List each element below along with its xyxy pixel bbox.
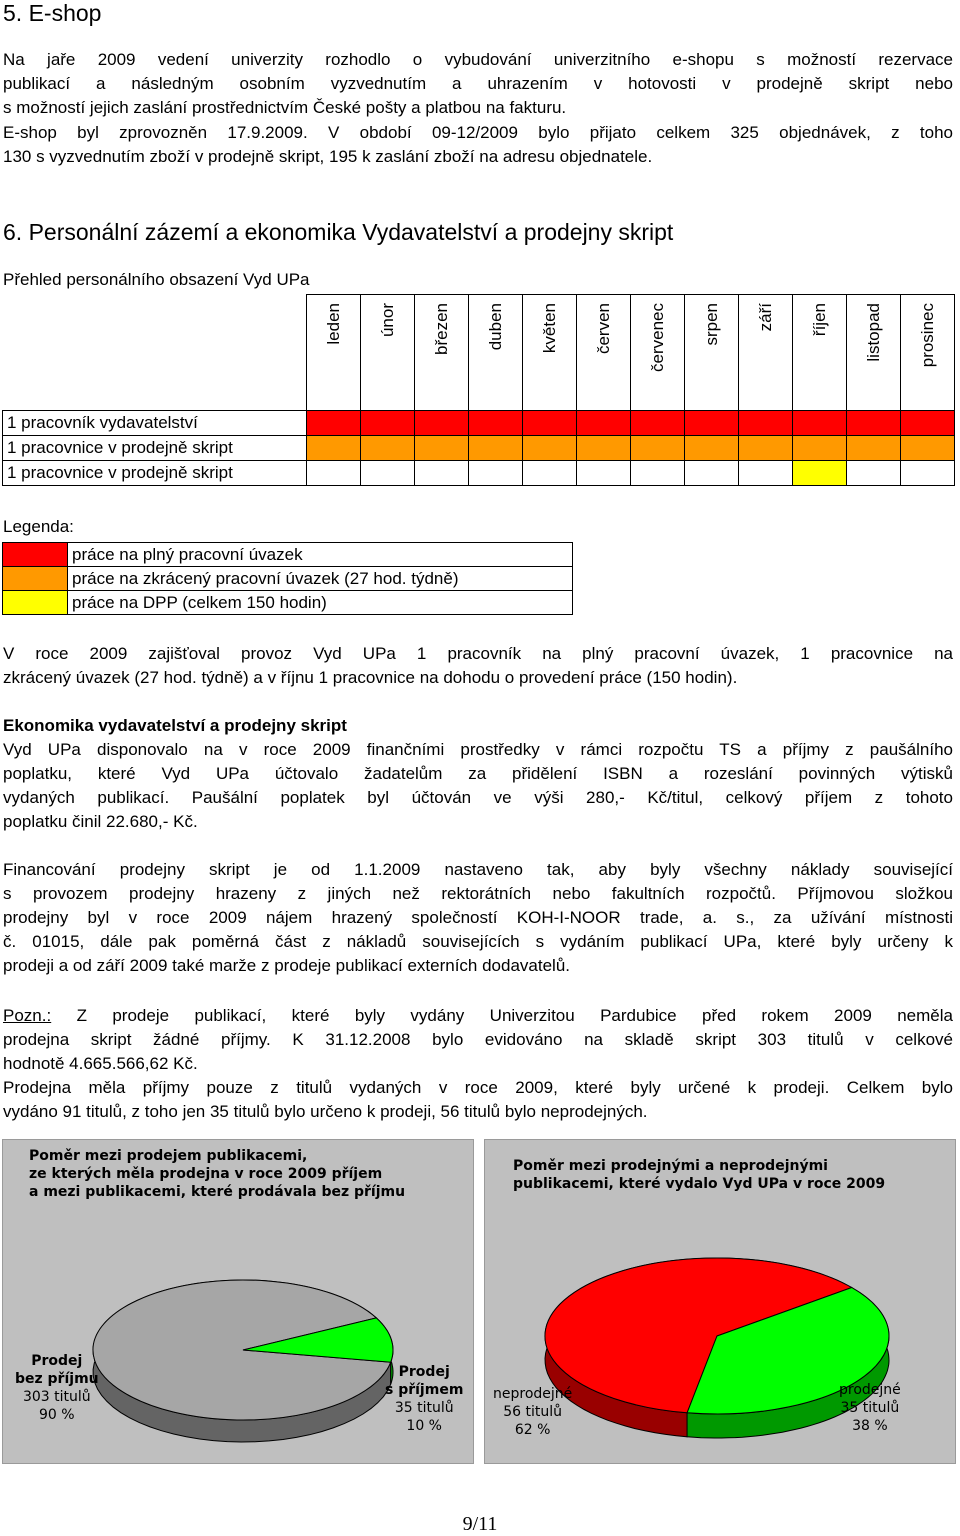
slice-label-line: 35 titulů: [394, 1400, 454, 1416]
text-line: prodejna skript žádné příjmy. K 31.12.2008 bylo evidováno na skladě skript 303 titulů v celkové: [3, 1030, 953, 1049]
text-line: 130 s vyzvednutím zboží v prodejně skript, 195 k zaslání zboží na adresu objednatele.: [3, 147, 653, 166]
month-label: listopad: [863, 303, 883, 362]
month-label: říjen: [809, 303, 829, 337]
staff-table: [2, 294, 955, 486]
month-cell: [901, 411, 955, 436]
staff-row: [3, 411, 955, 436]
pie-chart-sales-income: [2, 1139, 474, 1464]
legend-text: práce na plný pracovní úvazek: [68, 543, 573, 567]
month-label: duben: [485, 303, 505, 351]
month-cell: [793, 411, 847, 436]
month-cell: [415, 461, 469, 486]
chart-title-line: publikacemi, které vydalo Vyd UPa v roce 2009: [513, 1176, 886, 1192]
text-line: Financování prodejny skript je od 1.1.2009 nastaveno tak, aby byly všechny náklady související: [3, 860, 953, 879]
slice-label-line: 10 %: [406, 1418, 442, 1434]
month-cell: [361, 436, 415, 461]
month-header: [631, 295, 685, 411]
month-label: prosinec: [917, 303, 937, 368]
text-line: Prodejna měla příjmy pouze z titulů vydaných v roce 2009, které byly určené k prodeji. Celkem bylo: [3, 1078, 953, 1097]
month-cell: [577, 436, 631, 461]
slice-label-line: prodejné: [839, 1382, 901, 1398]
month-label: srpen: [701, 303, 721, 346]
month-label: červenec: [647, 303, 667, 372]
month-cell: [739, 461, 793, 486]
legend-row: [3, 591, 573, 615]
month-cell: [793, 436, 847, 461]
text-line: E-shop byl zprovozněn 17.9.2009. V období 09-12/2009 bylo přijato celkem 325 objednávek, z toho: [3, 123, 953, 142]
month-header: [901, 295, 955, 411]
staff-row-label: 1 pracovník vydavatelství: [3, 411, 307, 436]
page-number: 9/11: [462, 1513, 498, 1535]
month-cell: [307, 436, 361, 461]
section-6-heading: 6. Personální zázemí a ekonomika Vydavatelství a prodejny skript: [3, 219, 674, 245]
financing-paragraph: [3, 858, 953, 978]
month-cell: [523, 411, 577, 436]
month-cell: [523, 436, 577, 461]
month-header: [577, 295, 631, 411]
economics-paragraph: [3, 738, 953, 834]
staff-table-header: [3, 295, 955, 411]
month-label: leden: [323, 303, 343, 345]
staff-row-label: 1 pracovnice v prodejně skript: [3, 461, 307, 486]
month-cell: [361, 411, 415, 436]
month-cell: [577, 461, 631, 486]
legend-text: práce na DPP (celkem 150 hodin): [68, 591, 573, 615]
month-cell: [685, 436, 739, 461]
month-header: [685, 295, 739, 411]
text-line: poplatku činil 22.680,- Kč.: [3, 812, 198, 831]
staff-overview-title: Přehled personálního obsazení Vyd UPa: [3, 270, 310, 289]
month-cell: [847, 461, 901, 486]
text-line: vydaných publikací. Paušální poplatek byl účtován ve výši 280,- Kč/titul, celkový příjem z tohoto: [3, 788, 953, 807]
text-line: č. 01015, dále pak poměrná část z nákladů souvisejících s vydáním publikací UPa, které byly určeny k: [3, 932, 953, 951]
slice-label-line: 90 %: [39, 1407, 75, 1423]
month-cell: [523, 461, 577, 486]
slice-label-line: Prodej: [398, 1364, 450, 1380]
note-paragraph: [3, 1004, 953, 1076]
slice-label-line: 35 titulů: [840, 1400, 900, 1416]
staff-row-label: 1 pracovnice v prodejně skript: [3, 436, 307, 461]
sales-paragraph: [3, 1076, 953, 1124]
month-label: červen: [593, 303, 613, 355]
header-blank-cell: [3, 295, 307, 411]
month-label: únor: [377, 303, 397, 338]
staff-row: [3, 461, 955, 486]
text-line: vydáno 91 titulů, z toho jen 35 titulů bylo určeno k prodeji, 56 titulů bylo neprodejných.: [3, 1102, 648, 1121]
month-cell: [361, 461, 415, 486]
text-line: Na jaře 2009 vedení univerzity rozhodlo o vybudování univerzitního e-shopu s možností rezervace: [3, 50, 953, 69]
legend-table: [2, 542, 573, 615]
pie-chart-sellable: [484, 1139, 956, 1464]
staff-paragraph: [3, 642, 953, 690]
month-label: září: [755, 303, 775, 332]
section-5-heading: 5. E-shop: [3, 0, 102, 26]
month-header: [793, 295, 847, 411]
month-header: [523, 295, 577, 411]
slice-label-line: Prodej: [31, 1353, 83, 1369]
eshop-paragraph-1: [3, 48, 953, 120]
economics-heading: Ekonomika vydavatelství a prodejny skript: [3, 716, 347, 735]
month-cell: [307, 411, 361, 436]
month-cell: [469, 411, 523, 436]
chart-title-line: Poměr mezi prodejnými a neprodejnými: [513, 1158, 828, 1174]
month-header: [739, 295, 793, 411]
month-header: [847, 295, 901, 411]
month-label: březen: [431, 303, 451, 355]
text-line: [3, 1004, 953, 1028]
slice-label-line: 62 %: [514, 1422, 551, 1438]
slice-label-unsellable: [493, 1385, 572, 1439]
text-line: zkrácený úvazek (27 hod. týdně) a v říjnu 1 pracovnice na dohodu o provedení práce (150 hodin).: [3, 668, 738, 687]
chart-title-line: a mezi publikacemi, které prodávala bez příjmu: [29, 1184, 406, 1200]
text-line: prodeji a od září 2009 také marže z prodeje publikací externích dodavatelů.: [3, 956, 571, 975]
slice-label-line: bez příjmu: [15, 1371, 99, 1387]
month-cell: [901, 461, 955, 486]
text-line: publikací a následným osobním vyzvednutím a uhrazením v hotovosti v prodejně skript nebo: [3, 74, 953, 93]
month-cell: [793, 461, 847, 486]
slice-label-with-income: [385, 1363, 463, 1435]
text-line: V roce 2009 zajišťoval provoz Vyd UPa 1 pracovník na plný pracovní úvazek, 1 pracovnice na: [3, 644, 953, 663]
note-text: Z prodeje publikací, které byly vydány Univerzitou Pardubice před rokem 2009 neměla: [51, 1006, 953, 1025]
month-cell: [685, 461, 739, 486]
month-cell: [415, 436, 469, 461]
month-cell: [469, 461, 523, 486]
note-label: Pozn.:: [3, 1006, 52, 1025]
text-line: s provozem prodejny hrazeny z jiných než rektorátních nebo fakultních rozpočtů. Příjmovou složkou: [3, 884, 953, 903]
staff-row: [3, 436, 955, 461]
text-line: Vyd UPa disponovalo na v roce 2009 finančními prostředky v rámci rozpočtu TS a příjmy z paušálního: [3, 740, 953, 759]
legend-swatch-dpp: [3, 591, 68, 615]
month-cell: [415, 411, 469, 436]
legend-title: Legenda:: [3, 517, 74, 536]
month-header: [307, 295, 361, 411]
text-line: poplatku, které Vyd UPa účtovalo žadatelům za přidělení ISBN a rozeslání povinných výtisků: [3, 764, 953, 783]
slice-label-line: neprodejné: [493, 1386, 573, 1402]
eshop-paragraph-2: [3, 121, 953, 169]
month-cell: [469, 436, 523, 461]
month-cell: [685, 411, 739, 436]
month-header: [415, 295, 469, 411]
legend-row: [3, 567, 573, 591]
slice-label-line: 56 titulů: [503, 1404, 563, 1420]
slice-label-line: 303 titulů: [22, 1389, 91, 1405]
month-cell: [739, 411, 793, 436]
legend-text: práce na zkrácený pracovní úvazek (27 hod. týdně): [68, 567, 573, 591]
chart-title-line: Poměr mezi prodejem publikacemi,: [29, 1148, 308, 1164]
month-cell: [739, 436, 793, 461]
month-cell: [847, 411, 901, 436]
month-cell: [847, 436, 901, 461]
month-header: [469, 295, 523, 411]
month-cell: [631, 436, 685, 461]
month-cell: [631, 411, 685, 436]
legend-swatch-part: [3, 567, 68, 591]
text-line: s možností jejich zaslání prostřednictvím České pošty a platbou na fakturu.: [3, 98, 567, 117]
slice-label-no-income: [15, 1352, 99, 1424]
legend-swatch-full: [3, 543, 68, 567]
month-cell: [577, 411, 631, 436]
text-line: prodejny byl v roce 2009 nájem hrazený společností KOH-I-NOOR trade, a. s., za užívání místnosti: [3, 908, 953, 927]
month-cell: [901, 436, 955, 461]
month-cell: [631, 461, 685, 486]
chart-title-line: ze kterých měla prodejna v roce 2009 příjem: [29, 1166, 383, 1182]
slice-label-line: 38 %: [852, 1418, 888, 1434]
month-label: květen: [539, 303, 559, 354]
month-cell: [307, 461, 361, 486]
month-header: [361, 295, 415, 411]
slice-label-line: s příjmem: [385, 1382, 464, 1398]
text-line: hodnotě 4.665.566,62 Kč.: [3, 1054, 198, 1073]
slice-label-sellable: [839, 1381, 901, 1435]
legend-row: [3, 543, 573, 567]
